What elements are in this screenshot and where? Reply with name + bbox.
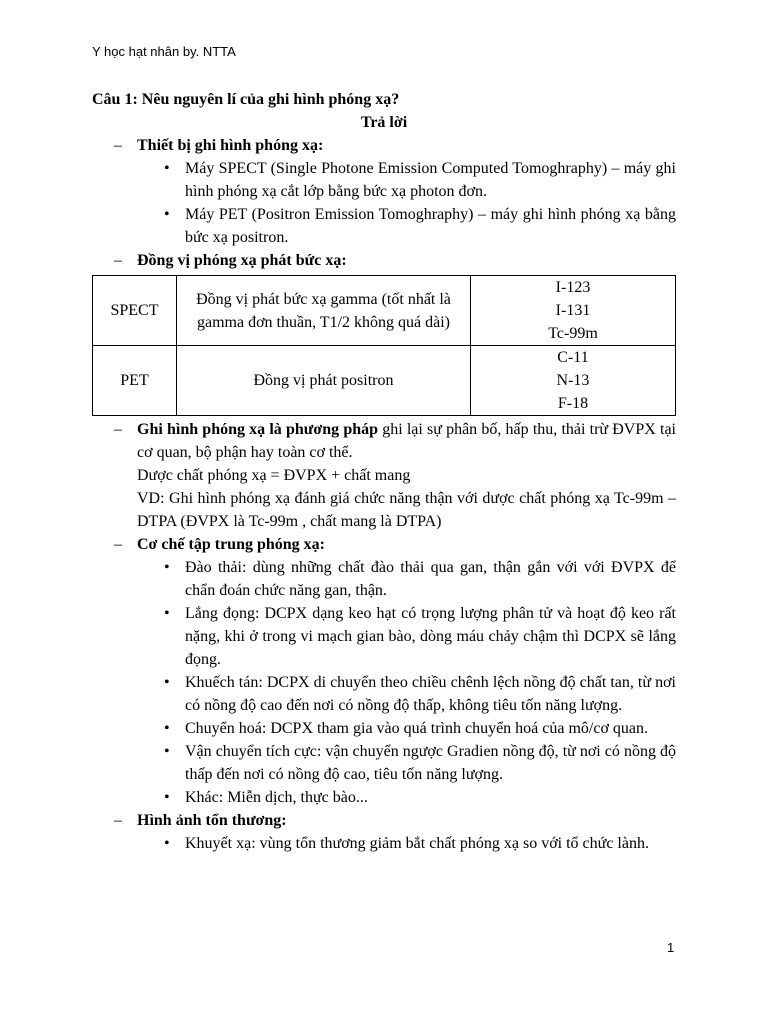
section-title: Thiết bị ghi hình phóng xạ: xyxy=(137,137,324,154)
section-method xyxy=(92,418,676,464)
bullet-icon: • xyxy=(164,160,170,177)
isotope-label: F-18 xyxy=(557,395,589,412)
table-row xyxy=(93,346,676,416)
bullet-icon: • xyxy=(164,743,170,760)
table-row xyxy=(93,276,676,346)
list-item: • Máy SPECT (Single Photone Emission Computed Tomoghraphy) – máy ghi hình phóng xạ cắt lớp bằng bức xạ photon đơn. xyxy=(92,157,676,203)
list-item: • Khuếch tán: DCPX di chuyển theo chiều chênh lệch nồng độ chất tan, từ nơi có nồng độ cao đến nơi có nồng độ thấp, không tiêu tốn năng lượng. xyxy=(92,671,676,717)
devices-list xyxy=(92,157,676,249)
list-item: • Lắng đọng: DCPX dạng keo hạt có trọng lượng phân tử và hoạt độ keo rất nặng, khi ở trong vi mạch gian bào, dòng máu chảy chậm thì DCPX sẽ lắng đọng. xyxy=(92,602,676,671)
dash-marker: – xyxy=(114,252,122,269)
table-cell xyxy=(471,346,676,416)
list-item: • Khác: Miễn dịch, thực bào... xyxy=(92,786,676,809)
mechanism-list xyxy=(92,556,676,809)
bullet-icon: • xyxy=(164,674,170,691)
section-title: Đồng vị phóng xạ phát bức xạ: xyxy=(137,252,347,269)
list-item: • Đào thải: dùng những chất đào thải qua gan, thận gắn với với ĐVPX để chẩn đoán chức năng gan, thận. xyxy=(92,556,676,602)
dash-marker: – xyxy=(114,421,122,438)
bullet-icon: • xyxy=(164,789,170,806)
isotope-label: I-123 xyxy=(555,279,591,296)
document-body xyxy=(92,88,676,855)
section-isotopes xyxy=(92,249,676,272)
isotope-table xyxy=(92,275,676,416)
bullet-icon: • xyxy=(164,206,170,223)
bullet-icon: • xyxy=(164,559,170,576)
section-lesion-images xyxy=(92,809,676,832)
table-cell: PET xyxy=(93,346,177,416)
dash-marker: – xyxy=(114,812,122,829)
list-item: • Vận chuyển tích cực: vận chuyển ngược Gradien nồng độ, từ nơi có nồng độ thấp đến nơi có nồng độ cao, tiêu tốn năng lượng. xyxy=(92,740,676,786)
section-title: Hình ảnh tổn thương: xyxy=(137,812,287,829)
isotope-label: I-131 xyxy=(555,302,591,319)
list-item: • Máy PET (Positron Emission Tomoghraphy) – máy ghi hình phóng xạ bằng bức xạ positron. xyxy=(92,203,676,249)
example-line: VD: Ghi hình phóng xạ đánh giá chức năng thận với dược chất phóng xạ Tc-99m – DTPA (ĐVPX là Tc-99m , chất mang là DTPA) xyxy=(137,490,676,530)
section-title: Cơ chế tập trung phóng xạ: xyxy=(137,536,325,553)
table-cell: Đồng vị phát positron xyxy=(177,346,471,416)
page-header: Y học hạt nhân by. NTTA xyxy=(92,44,236,59)
isotope-label: N-13 xyxy=(556,372,590,389)
lesion-list xyxy=(92,832,676,855)
dash-marker: – xyxy=(114,536,122,553)
page-number: 1 xyxy=(667,940,675,955)
bullet-icon: • xyxy=(164,835,170,852)
section-devices xyxy=(92,134,676,157)
list-item: • Chuyển hoá: DCPX tham gia vào quá trình chuyển hoá của mô/cơ quan. xyxy=(92,717,676,740)
list-item: • Khuyết xạ: vùng tổn thương giảm bắt chất phóng xạ so với tổ chức lành. xyxy=(92,832,676,855)
formula-line: Dược chất phóng xạ = ĐVPX + chất mang xyxy=(137,467,411,484)
isotope-label: Tc-99m xyxy=(548,325,598,342)
table-cell: SPECT xyxy=(93,276,177,346)
table-cell xyxy=(471,276,676,346)
answer-title: Trả lời xyxy=(360,114,408,131)
method-text: ghi lại sự phân bố, hấp thu, thải trừ ĐVPX tại cơ quan, bộ phận hay toàn cơ thể. xyxy=(137,421,676,461)
dash-marker: – xyxy=(114,137,122,154)
question-heading: Câu 1: Nêu nguyên lí của ghi hình phóng xạ? xyxy=(92,91,400,108)
table-cell: Đồng vị phát bức xạ gamma (tốt nhất là gamma đơn thuần, T1/2 không quá dài) xyxy=(177,276,471,346)
bullet-icon: • xyxy=(164,605,170,622)
section-title: Ghi hình phóng xạ là phương pháp xyxy=(137,421,379,438)
bullet-icon: • xyxy=(164,720,170,737)
section-mechanism xyxy=(92,533,676,556)
isotope-label: C-11 xyxy=(557,349,589,366)
